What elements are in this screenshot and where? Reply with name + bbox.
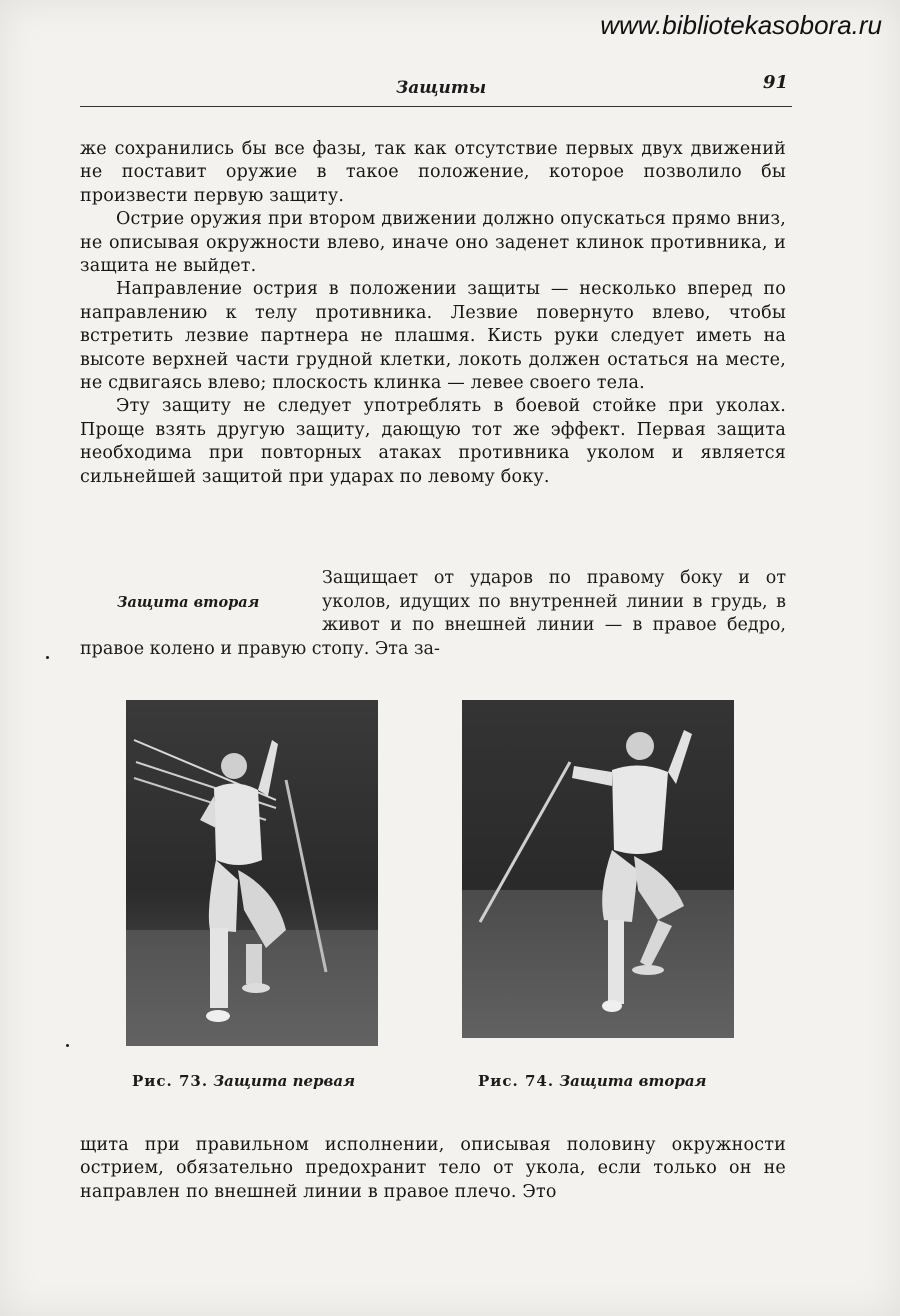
running-title: Защиты [396,78,487,98]
paragraph: Защищает от ударов по правому боку и от уколов, идущих по внутренней линии в грудь, в живот и по внешней линии — в правое бедро, правое колено и правую стопу. Эта за- [80,568,786,659]
figure-73-caption [132,1072,355,1090]
page-number: 91 [762,72,788,93]
body-text-bottom [80,1134,786,1204]
heading-gap [80,567,322,637]
figure-74-caption [478,1072,706,1090]
scan-speck [66,1044,69,1047]
section-side-heading: Защита вторая [117,594,260,611]
paragraph: Эту защиту не следует употреблять в боевой стойке при уколах. Проще взять другую защиту, дающую тот же эффект. Первая защита необходима при повторных атаках противника уколом и является сильнейшей защитой при ударах по левому боку. [80,396,786,487]
figure-74-photo [462,700,734,1038]
figure-title: Защита вторая [559,1072,707,1090]
figure-title: Защита первая [213,1072,356,1090]
fencer-photo-icon [126,700,378,1046]
paragraph: же сохранились бы все фазы, так как отсутствие первых двух движений не поставит оружие в такое положение, которое позволило бы произвести первую защиту. [80,139,786,206]
figure-number: Рис. 73. [132,1072,209,1090]
paragraph: Острие оружия при втором движении должно опускаться прямо вниз, не описывая окружности влево, иначе оно заденет клинок противника, и защита не выйдет. [80,209,786,277]
scan-speck [46,656,49,659]
watermark: www.bibliotekasobora.ru [600,10,882,40]
second-defense-paragraph [80,567,786,661]
figure-73-photo [126,700,378,1046]
running-header [80,70,792,107]
fencer-photo-icon [462,700,734,1038]
figure-number: Рис. 74. [478,1072,555,1090]
paragraph: Направление острия в положении защиты — несколько вперед по направлению к телу противника. Лезвие повернуто влево, чтобы встретить лезвие партнера не плашмя. Кисть руки следует иметь на высоте верхней части грудной клетки, локоть должен остаться на месте, не сдвигаясь влево; плоскость клинка — левее своего тела. [80,279,786,394]
body-text-top [80,138,786,489]
paragraph: щита при правильном исполнении, описывая половину окружности острием, обязательно предохранит тело от укола, если только он не направлен по внешней линии в правое плечо. Это [80,1135,786,1202]
